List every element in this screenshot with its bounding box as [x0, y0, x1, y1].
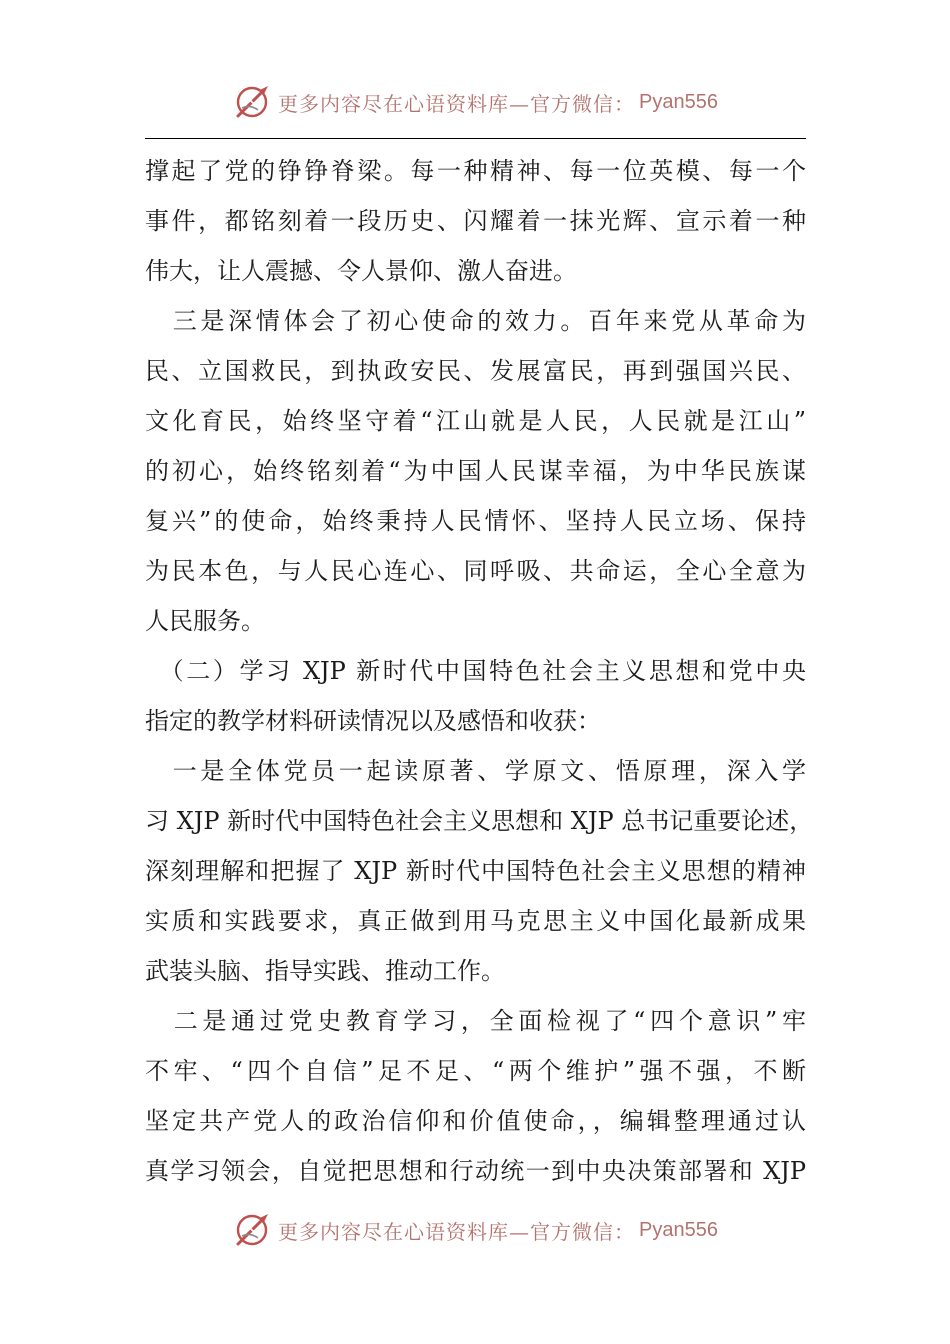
text-line: 人民服务。	[145, 607, 265, 635]
text-line: 武装头脑、指导实践、推动工作。	[145, 957, 505, 985]
text-line: 事件，都铭刻着一段历史、闪耀着一抹光辉、宣示着一种	[145, 207, 806, 235]
text-line: 实质和实践要求，真正做到用马克思主义中国化最新成果	[145, 907, 806, 935]
text-line: 复兴”的使命，始终秉持人民情怀、坚持人民立场、保持	[145, 507, 806, 535]
document-body	[145, 146, 814, 1196]
text-line: 二是通过党史教育学习，全面检视了“四个意识”牢	[145, 1007, 806, 1035]
header-banner-id: Pyan556	[639, 90, 718, 113]
text-line: 坚定共产党人的政治信仰和价值使命，，编辑整理通过认	[145, 1107, 806, 1135]
text-line: 不牢、“四个自信”足不足、“两个维护”强不强，不断	[145, 1057, 806, 1085]
footer-banner	[0, 1206, 950, 1254]
header-banner-text: 更多内容尽在心语资料库—官方微信：	[278, 91, 636, 116]
pen-logo-icon	[232, 1210, 276, 1250]
footer-banner-id: Pyan556	[639, 1218, 718, 1241]
text-line: 一是全体党员一起读原著、学原文、悟原理，深入学	[145, 757, 806, 785]
section-heading-line: 指定的教学材料研读情况以及感悟和收获：	[145, 707, 601, 735]
text-line: 习 XJP 新时代中国特色社会主义思想和 XJP 总书记重要论述，	[145, 807, 814, 835]
text-line: 文化育民，始终坚守着“江山就是人民，人民就是江山”	[145, 407, 806, 435]
text-line: 民、立国救民，到执政安民、发展富民，再到强国兴民、	[145, 357, 806, 385]
pen-logo-icon	[232, 82, 276, 122]
section-heading-line: （二）学习 XJP 新时代中国特色社会主义思想和党中央	[145, 657, 806, 685]
footer-banner-text: 更多内容尽在心语资料库—官方微信：	[278, 1219, 636, 1244]
text-line: 深刻理解和把握了 XJP 新时代中国特色社会主义思想的精神	[145, 857, 806, 885]
text-line: 三是深情体会了初心使命的效力。百年来党从革命为	[145, 307, 806, 335]
header-divider	[145, 138, 806, 139]
text-line: 为民本色，与人民心连心、同呼吸、共命运，全心全意为	[145, 557, 806, 585]
text-line: 伟大，让人震撼、令人景仰、激人奋进。	[145, 257, 577, 285]
header-banner	[0, 78, 950, 126]
text-line: 撑起了党的铮铮脊梁。每一种精神、每一位英模、每一个	[145, 157, 806, 185]
text-line: 的初心，始终铭刻着“为中国人民谋幸福，为中华民族谋	[145, 457, 806, 485]
text-line: 真学习领会，自觉把思想和行动统一到中央决策部署和 XJP	[145, 1157, 806, 1185]
